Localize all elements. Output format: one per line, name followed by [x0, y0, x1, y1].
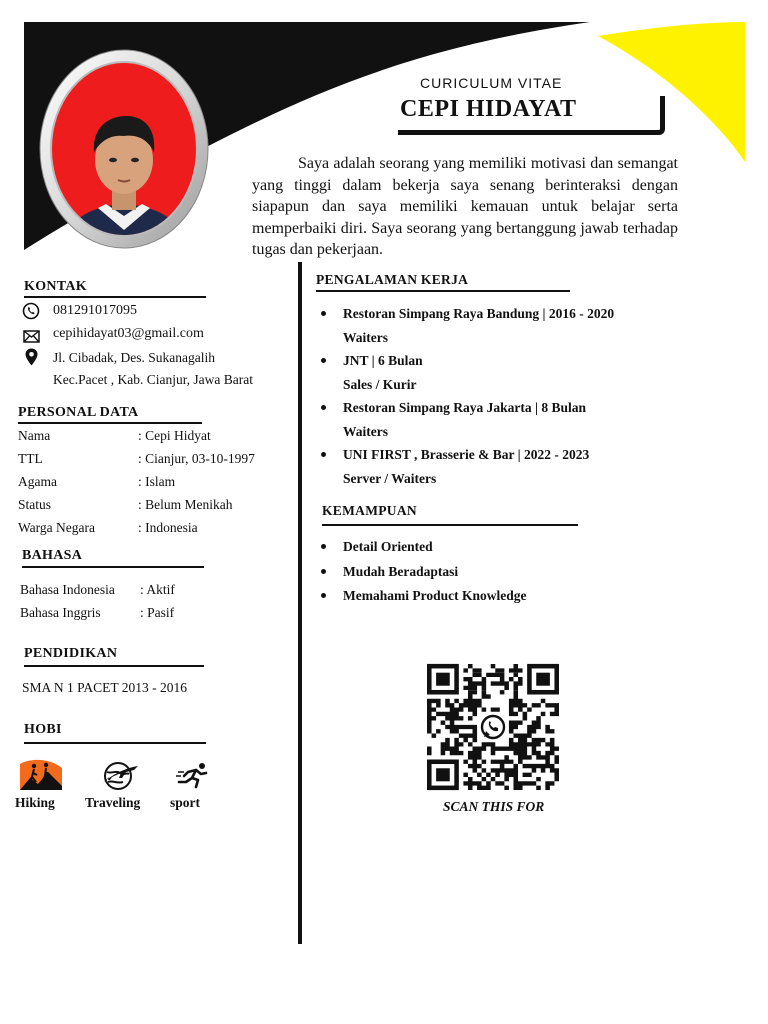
- bahasa-label-indonesia: Bahasa Indonesia: [20, 582, 115, 597]
- whatsapp-icon: [478, 712, 508, 742]
- kontak-title: KONTAK: [24, 279, 87, 294]
- personal-value-warga-negara: : Indonesia: [138, 520, 198, 535]
- hobby-label-sport: sport: [170, 795, 200, 810]
- hobby-label-traveling: Traveling: [85, 795, 141, 810]
- hobi-underline: [24, 742, 206, 744]
- qr-finder-pattern: [429, 762, 456, 788]
- experience-item: UNI FIRST , Brasserie & Bar | 2022 - 2023 Server / Waiters: [316, 443, 696, 490]
- personal-label-nama: Nama: [18, 428, 51, 443]
- skill-item: Mudah Beradaptasi: [316, 560, 696, 585]
- personal-value-status: : Belum Menikah: [138, 497, 233, 512]
- pendidikan-title: PENDIDIKAN: [24, 646, 118, 661]
- skills-list: [316, 535, 696, 609]
- phone-icon: [22, 302, 40, 320]
- full-name: CEPI HIDAYAT: [400, 96, 577, 122]
- personal-label-ttl: TTL: [18, 451, 43, 466]
- skill-item: Memahami Product Knowledge: [316, 584, 696, 609]
- phone-number: 081291017095: [53, 303, 137, 318]
- profile-summary: Saya adalah seorang yang memiliki motivasi dan semangat yang tinggi dalam bekerja saya senang berinteraksi dengan siapapun dan saya memiliki kemauan untuk belajar serta memperbaiki diri. Saya seorang yang bertanggung jawab terhadap tugas dan pekerjaan.: [252, 155, 678, 258]
- pengalaman-title: PENGALAMAN KERJA: [316, 272, 469, 287]
- experience-item: JNT | 6 Bulan Sales / Kurir: [316, 349, 696, 396]
- qr-caption: SCAN THIS FOR: [443, 799, 545, 814]
- pendidikan-underline: [24, 665, 204, 667]
- experience-list: [316, 302, 696, 490]
- profile-photo: [38, 48, 210, 250]
- personal-value-agama: : Islam: [138, 474, 176, 489]
- skill-item: Detail Oriented: [316, 535, 696, 560]
- personal-data-underline: [18, 422, 202, 424]
- experience-item: Restoran Simpang Raya Jakarta | 8 Bulan Waiters: [316, 396, 696, 443]
- running-icon: [176, 762, 210, 788]
- cv-label: CURICULUM VITAE: [420, 75, 563, 91]
- whatsapp-qr-code[interactable]: [427, 664, 559, 790]
- qr-finder-pattern: [529, 666, 556, 692]
- address-line-1: Jl. Cibadak, Des. Sukanagalih: [53, 350, 215, 365]
- kontak-underline: [24, 296, 206, 298]
- kemampuan-title: KEMAMPUAN: [322, 503, 417, 518]
- personal-value-nama: : Cepi Hidyat: [138, 428, 211, 443]
- personal-label-warga-negara: Warga Negara: [18, 520, 95, 535]
- yellow-corner-shape: [598, 22, 745, 162]
- hobby-label-hiking: Hiking: [15, 795, 55, 810]
- column-divider: [298, 262, 302, 944]
- location-pin-icon: [25, 348, 38, 366]
- bahasa-label-inggris: Bahasa Inggris: [20, 605, 101, 620]
- personal-value-ttl: : Cianjur, 03-10-1997: [138, 451, 255, 466]
- bahasa-value-indonesia: : Aktif: [140, 582, 175, 597]
- email-address: cepihidayat03@gmail.com: [53, 326, 204, 341]
- personal-label-status: Status: [18, 497, 52, 512]
- airplane-globe-icon: [98, 760, 140, 792]
- pengalaman-underline: [316, 290, 570, 292]
- kemampuan-underline: [322, 524, 578, 526]
- hobi-title: HOBI: [24, 722, 62, 737]
- bahasa-title: BAHASA: [22, 548, 83, 563]
- personal-data-title: PERSONAL DATA: [18, 405, 139, 420]
- bahasa-value-inggris: : Pasif: [140, 605, 175, 620]
- hiking-icon: [20, 758, 62, 790]
- envelope-icon: [23, 330, 40, 343]
- qr-finder-pattern: [429, 666, 456, 692]
- experience-item: Restoran Simpang Raya Bandung | 2016 - 2020 Waiters: [316, 302, 696, 349]
- education-entry: SMA N 1 PACET 2013 - 2016: [22, 680, 188, 695]
- bahasa-underline: [22, 566, 204, 568]
- address-line-2: Kec.Pacet , Kab. Cianjur, Jawa Barat: [53, 372, 254, 387]
- personal-label-agama: Agama: [18, 474, 57, 489]
